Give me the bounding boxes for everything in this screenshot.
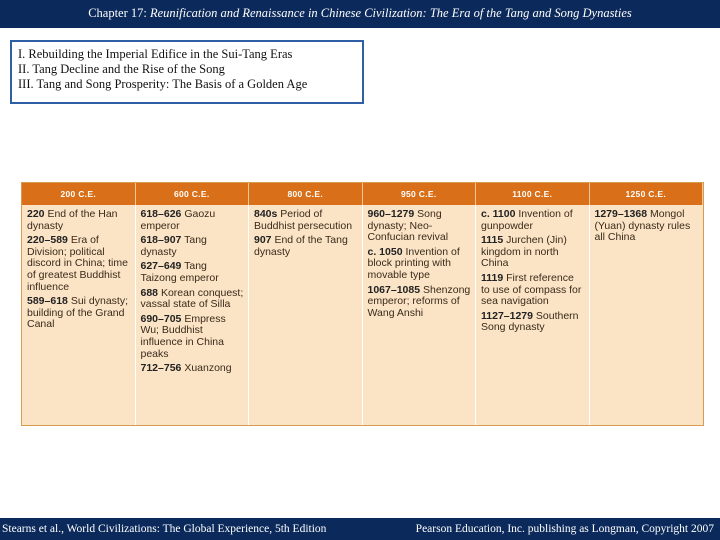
timeline-entry — [368, 209, 472, 244]
entry-text: First reference to use of compass for sea navigation — [481, 271, 582, 308]
timeline-entry — [27, 296, 131, 331]
entry-text: Period of Buddhist persecution — [254, 208, 353, 232]
timeline-entry — [595, 209, 700, 244]
timeline-column-200 — [22, 205, 136, 425]
timeline-header-950: 950 C.E. — [363, 183, 477, 205]
entry-date: 220 — [27, 208, 45, 220]
timeline-entry — [481, 209, 585, 232]
entry-date: 1115 — [481, 234, 504, 247]
entry-text: Shenzong emperor; reforms of Wang Anshi — [367, 283, 471, 319]
entry-text: Sui dynasty; building of the Grand Canal — [27, 295, 129, 331]
entry-date: 690–705 — [140, 312, 182, 325]
timeline-entry — [27, 235, 131, 293]
timeline-header-1100: 1100 C.E. — [476, 183, 590, 205]
timeline-column-1100 — [476, 205, 590, 425]
timeline-entry — [254, 209, 358, 232]
timeline-column-800 — [249, 205, 363, 425]
timeline-entry — [368, 285, 472, 320]
entry-text: End of the Tang dynasty — [254, 234, 348, 258]
timeline-entry — [27, 209, 131, 232]
entry-text: Korean conquest; vassal state of Silla — [140, 286, 244, 311]
timeline-header-600: 600 C.E. — [136, 183, 250, 205]
timeline-entry — [141, 235, 245, 258]
timeline-entry — [141, 363, 245, 375]
chapter-label: Chapter 17: — [88, 6, 150, 20]
outline-item-1: I. Rebuilding the Imperial Edifice in the Sui-Tang Eras — [18, 47, 293, 61]
timeline-entry — [254, 235, 358, 258]
entry-date: c. 1050 — [367, 245, 403, 258]
entry-date: 712–756 — [140, 362, 182, 375]
chapter-title: Reunification and Renaissance in Chinese Civilization: The Era of the Tang and Song Dynasties — [150, 6, 632, 20]
entry-text: Invention of gunpowder — [481, 208, 573, 232]
outline-box — [10, 40, 364, 104]
entry-date: 220–589 — [27, 234, 68, 247]
timeline-entry — [141, 209, 245, 232]
outline-item-3: III. Tang and Song Prosperity: The Basis of a Golden Age — [18, 77, 308, 91]
timeline-entry — [141, 288, 245, 311]
entry-date: 1279–1368 — [594, 208, 648, 220]
outline-item-2: II. Tang Decline and the Rise of the Song — [18, 62, 225, 76]
timeline-header-1250: 1250 C.E. — [590, 183, 704, 205]
footer-copyright: Pearson Education, Inc. publishing as Longman, Copyright 2007 — [415, 523, 714, 535]
entry-date: 1067–1085 — [367, 283, 421, 296]
entry-date: 1119 — [481, 271, 504, 284]
footer — [0, 518, 720, 540]
entry-date: 618–907 — [140, 234, 182, 247]
entry-text: Jurchen (Jin) kingdom in north China — [481, 234, 567, 270]
entry-date: 1127–1279 — [481, 309, 533, 322]
timeline-entry — [368, 247, 472, 282]
entry-text: Tang Taizong emperor — [140, 260, 219, 284]
timeline-entry — [141, 314, 245, 360]
timeline-header-800: 800 C.E. — [249, 183, 363, 205]
entry-text: Mongol (Yuan) dynasty rules all China — [594, 208, 691, 244]
entry-date: 688 — [140, 286, 159, 299]
timeline-entry — [481, 235, 585, 270]
entry-date: 589–618 — [27, 295, 68, 308]
timeline-chart — [21, 182, 704, 426]
entry-text: Gaozu emperor — [140, 208, 216, 232]
entry-date: 907 — [254, 234, 272, 247]
footer-citation: Stearns et al., World Civilizations: The Global Experience, 5th Edition — [2, 523, 327, 535]
entry-text: Southern Song dynasty — [481, 309, 579, 334]
entry-text: Song dynasty; Neo-Confucian revival — [367, 208, 449, 244]
entry-date: 840s — [254, 208, 278, 220]
entry-date: 960–1279 — [367, 208, 415, 220]
entry-date: 627–649 — [140, 260, 182, 273]
timeline-header-200: 200 C.E. — [22, 183, 136, 205]
entry-date: c. 1100 — [481, 208, 516, 220]
entry-text: Empress Wu; Buddhist influence in China peaks — [140, 312, 226, 360]
entry-text: Tang dynasty — [140, 234, 207, 258]
entry-text: End of the Han dynasty — [27, 208, 118, 232]
entry-text: Xuanzong — [184, 362, 232, 375]
timeline-entry — [481, 273, 585, 308]
slide-title — [0, 0, 720, 28]
timeline-column-600 — [136, 205, 250, 425]
entry-date: 618–626 — [140, 208, 182, 220]
timeline-entry — [481, 311, 585, 334]
timeline-column-950 — [363, 205, 477, 425]
entry-text: Invention of block printing with movable type — [367, 245, 460, 281]
timeline-entry — [141, 261, 245, 284]
entry-text: Era of Division; political discord in China; time of greatest Buddhist influence — [27, 234, 128, 293]
timeline-column-1250 — [590, 205, 704, 425]
